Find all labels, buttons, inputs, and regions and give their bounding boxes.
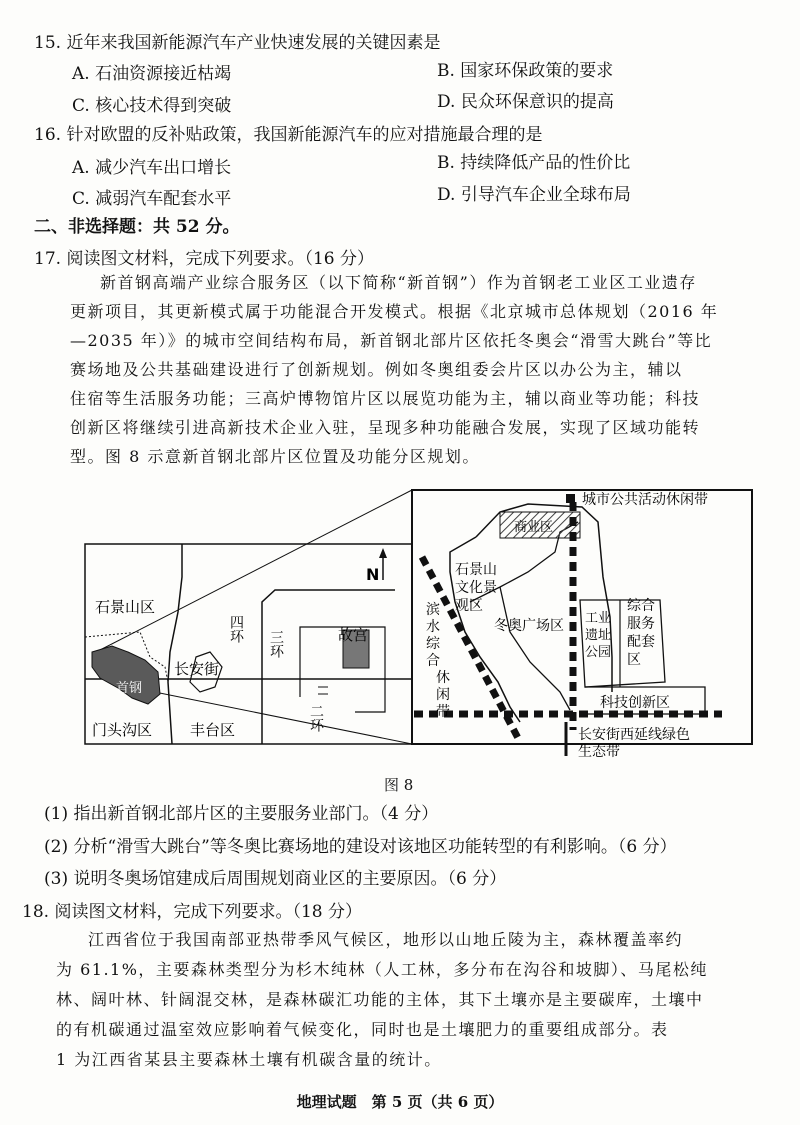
label-second-ring: 二环: [308, 704, 324, 732]
label-industrial-park: 工业遗址公园: [585, 611, 612, 660]
label-third-ring: 三环: [268, 630, 284, 658]
right-map-frame: [412, 490, 752, 744]
label-winter-olympic-plaza: 冬奥广场区: [494, 618, 564, 634]
q15-option-a: A. 石油资源接近枯竭: [72, 64, 232, 84]
label-waterfront-belt: 滨水综合休闲带: [426, 602, 450, 720]
q17-material: [70, 268, 718, 471]
q17-subquestion-2: (2) 分析“滑雪大跳台”等冬奥比赛场地的建设对该地区功能转型的有利影响。（6 分）: [44, 837, 677, 857]
q17-material-line: 更新项目，其更新模式属于功能混合开发模式。根据《北京城市总体规划（2016 年: [70, 302, 719, 321]
q17-material-line: —2035 年）》的城市空间结构布局，新首钢北部片区依托冬奥会“滑雪大跳台”等比: [70, 331, 713, 350]
north-arrow-head: [379, 548, 387, 558]
q16-option-c: C. 减弱汽车配套水平: [72, 189, 232, 209]
q18-material-line: 为 61.1%，主要森林类型分为杉木纯林（人工林，多分布在沟谷和坡脚）、马尾松纯: [56, 960, 708, 979]
section-two-title: 二、非选择题：共 52 分。: [34, 217, 240, 237]
q18-material-line: 的有机碳通过温室效应影响着气候变化，同时也是土壤肥力的重要组成部分。表: [56, 1020, 669, 1039]
q16-stem: 16. 针对欧盟的反补贴政策，我国新能源汽车的应对措施最合理的是: [34, 125, 543, 145]
q18-material-line: 林、阔叶林、针阔混交林，是森林碳汇功能的主体，其下土壤亦是主要碳库，土壤中: [56, 990, 704, 1009]
q15-option-b: B. 国家环保政策的要求: [437, 61, 614, 81]
legend-public-leisure-belt: 城市公共活动休闲带: [582, 492, 708, 508]
label-fourth-ring: 四环: [228, 615, 244, 643]
q17-material-line: 新首钢高端产业综合服务区（以下简称“新首钢”）作为首钢老工业区工业遗存: [100, 273, 697, 292]
label-fengtai: 丰台区: [190, 721, 236, 739]
north-label: N: [366, 565, 380, 584]
page-footer: 地理试题 第 5 页（共 6 页）: [296, 1093, 504, 1111]
label-changan: 长安街: [174, 660, 220, 678]
q16-option-b: B. 持续降低产品的性价比: [437, 153, 631, 173]
q16-option-d: D. 引导汽车企业全球布局: [437, 185, 631, 205]
q18-material-line: 1 为江西省某县主要森林土壤有机碳含量的统计。: [56, 1050, 442, 1069]
q17-subquestion-1: (1) 指出新首钢北部片区的主要服务业部门。（4 分）: [44, 804, 439, 824]
q17-stem: 17. 阅读图文材料，完成下列要求。（16 分）: [34, 249, 374, 269]
q16-option-a: A. 减少汽车出口增长: [72, 158, 232, 178]
label-changan-green-belt: 长安街西延线绿色生态带: [578, 727, 690, 760]
q17-subquestion-3: (3) 说明冬奥场馆建成后周围规划商业区的主要原因。（6 分）: [44, 869, 507, 889]
label-mentougou: 门头沟区: [92, 721, 153, 739]
label-shijingshan: 石景山区: [95, 598, 156, 616]
q15-option-d: D. 民众环保意识的提高: [437, 92, 614, 112]
figure-8: [0, 482, 800, 782]
fourth-ring-road: [168, 544, 182, 744]
q17-material-line: 住宿等生活服务功能；三高炉博物馆片区以展览功能为主，辅以商业等功能；科技: [70, 389, 701, 408]
q17-material-line: 创新区将继续引进高新技术企业入驻，呈现多种功能融合发展，实现了区域功能转: [70, 418, 701, 437]
legend-marker: [566, 494, 575, 503]
q17-material-line: 型。图 8 示意新首钢北部片区位置及功能分区规划。: [70, 447, 480, 466]
label-commercial-zone: 商业区: [514, 520, 554, 535]
label-cultural-landscape: 石景山文化景观区: [455, 562, 497, 614]
second-ring-detail: [318, 687, 328, 694]
q18-material-line: 江西省位于我国南部亚热带季风气候区，地形以山地丘陵为主，森林覆盖率约: [88, 930, 684, 949]
connector-line: [130, 687, 412, 744]
third-ring-road: [262, 590, 395, 744]
q18-stem: 18. 阅读图文材料，完成下列要求。（18 分）: [22, 902, 362, 922]
label-forbidden-city: 故宫: [338, 626, 369, 644]
label-shougang: 首钢: [116, 681, 143, 696]
label-service-zone: 综合服务配套区: [627, 598, 655, 668]
figure-caption: 图 8: [384, 776, 414, 794]
label-science-zone: 科技创新区: [600, 695, 670, 711]
q15-option-c: C. 核心技术得到突破: [72, 96, 232, 116]
q18-material: [56, 925, 708, 1075]
q17-material-line: 赛场地及公共基础建设进行了创新规划。例如冬奥组委会片区以办公为主，辅以: [70, 360, 683, 379]
q15-stem: 15. 近年来我国新能源汽车产业快速发展的关键因素是: [34, 33, 441, 53]
winter-olympic-zone-inner: [500, 587, 570, 710]
